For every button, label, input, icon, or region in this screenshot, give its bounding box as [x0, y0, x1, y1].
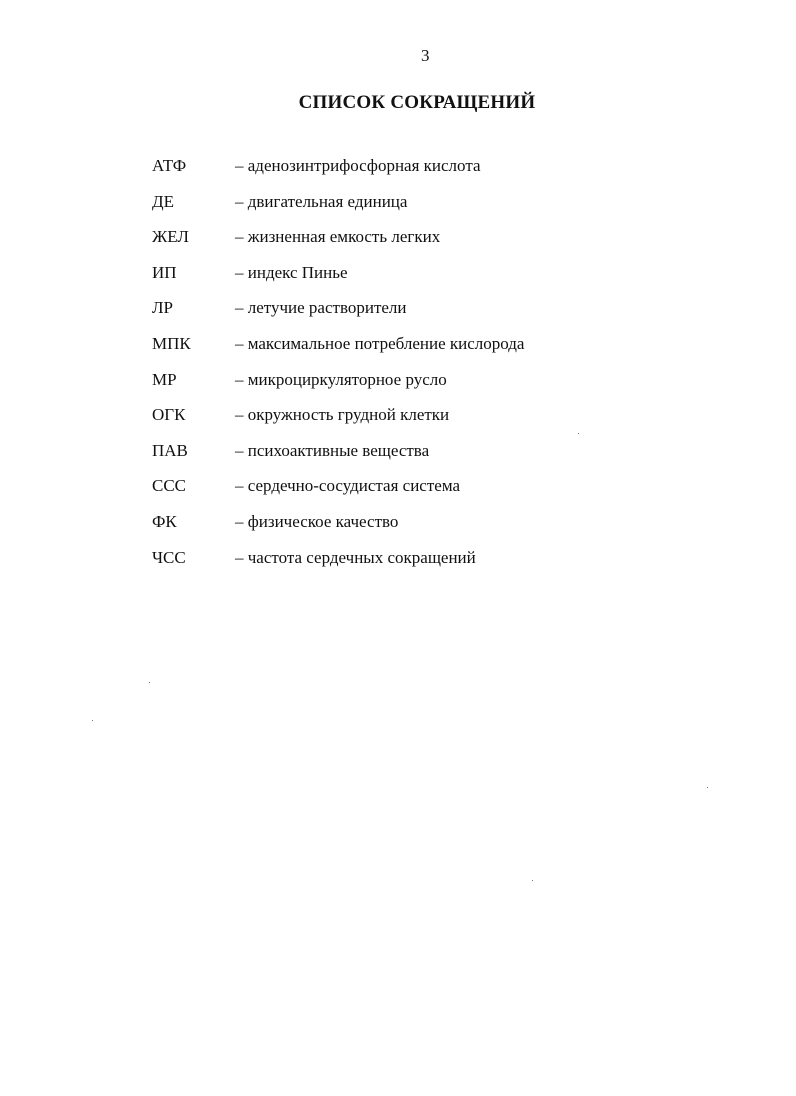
page-number: 3 — [421, 46, 430, 65]
scan-speck — [707, 787, 708, 788]
abbreviation-term: ОГК — [152, 405, 186, 425]
abbreviation-term: ССС — [152, 476, 187, 496]
abbreviation-definition: – окружность грудной клетки — [235, 405, 450, 425]
abbreviation-term: ЛР — [152, 298, 173, 318]
abbreviation-definition: – индекс Пинье — [235, 262, 348, 282]
page-title: СПИСОК СОКРАЩЕНИЙ — [298, 92, 536, 113]
abbreviation-definition: – физическое качество — [235, 511, 399, 531]
abbreviation-term: МР — [152, 369, 177, 389]
abbreviation-definition: – максимальное потребление кислорода — [235, 333, 525, 353]
abbreviation-term: ИП — [152, 262, 177, 282]
abbreviation-definition: – микроциркуляторное русло — [235, 369, 447, 389]
abbreviation-term: ФК — [152, 511, 177, 531]
scan-speck — [92, 720, 93, 721]
abbreviation-term: ПАВ — [152, 440, 188, 460]
abbreviation-term: ЧСС — [152, 547, 186, 567]
abbreviation-term: АТФ — [152, 156, 187, 175]
abbreviation-definition: – двигательная единица — [235, 191, 408, 211]
scan-speck — [578, 433, 579, 434]
scan-speck — [149, 682, 150, 683]
abbreviation-term: ЖЕЛ — [152, 227, 189, 247]
abbreviation-definition: – летучие растворители — [235, 298, 407, 318]
abbreviation-definition: – психоактивные вещества — [235, 440, 430, 460]
scan-speck — [532, 880, 533, 881]
abbreviation-definition: – сердечно-сосудистая система — [235, 476, 461, 496]
abbreviation-definition: – частота сердечных сокращений — [235, 547, 476, 567]
abbreviation-term: ДЕ — [152, 191, 174, 211]
abbreviation-term: МПК — [152, 333, 191, 353]
abbreviation-definition: – аденозинтрифосфорная кислота — [235, 156, 481, 175]
abbreviation-definition: – жизненная емкость легких — [235, 227, 441, 247]
